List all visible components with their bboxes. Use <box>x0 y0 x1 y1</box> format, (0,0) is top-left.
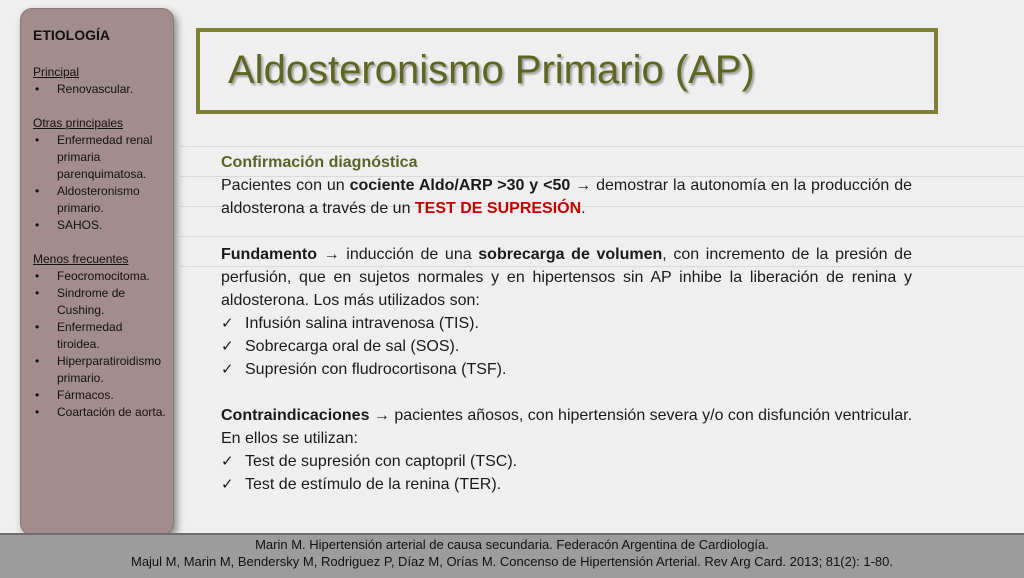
list-item: • Renovascular. <box>33 81 167 98</box>
list-item <box>221 473 912 496</box>
list-item-label: Sobrecarga oral de sal (SOS). <box>245 338 460 355</box>
footer-references <box>0 533 1024 570</box>
check-icon: ✓ <box>221 338 234 355</box>
list-item: • Enfermedad renal primaria parenquimatosa. <box>33 132 167 183</box>
suppression-test-text: TEST DE SUPRESIÓN <box>414 200 582 217</box>
text-run: → inducción de una <box>317 246 479 263</box>
list-item <box>221 450 912 473</box>
menos-list <box>33 268 167 421</box>
reference-2: Majul M, Marin M, Bendersky M, Rodriguez P, Díaz M, Orías M. Concenso de Hipertensión Arterial. Rev Arg Card. 2013; 81(2): 1-80. <box>130 554 894 569</box>
text-run: , con incremento de la presión de perfusión, que en sujetos normales y en hipertensos sin AP inhibe la liberación de renina y aldosterona. Los más utilizados son: <box>221 246 912 309</box>
reference-1: Marin M. Hipertensión arterial de causa secundaria. Federacón Argentina de Cardiología. <box>255 537 769 552</box>
list-item: • Fármacos. <box>33 387 167 404</box>
text-run: . <box>581 200 586 217</box>
list-item: • SAHOS. <box>33 217 167 234</box>
list-item: • Aldosteronismo primario. <box>33 183 167 217</box>
title-box <box>196 28 938 114</box>
list-item-label: Supresión con fludrocortisona (TSF). <box>245 361 507 378</box>
text-run: → demostrar la autonomía en la producción de aldosterona a través de un <box>221 177 913 217</box>
fundamento-label: Fundamento <box>221 246 317 263</box>
check-icon: ✓ <box>221 453 234 470</box>
principal-heading: Principal <box>33 65 80 79</box>
slide-title: Aldosteronismo Primario (AP) <box>228 48 755 92</box>
list-item <box>221 358 912 381</box>
alt-tests-list <box>221 450 912 496</box>
list-item-label: Test de supresión con captopril (TSC). <box>245 453 518 470</box>
volume-overload-text: sobrecarga de volumen <box>478 246 663 263</box>
principal-list <box>33 81 167 98</box>
paragraph-confirmation <box>221 174 912 220</box>
otras-list <box>33 132 167 234</box>
otras-heading: Otras principales <box>33 116 124 130</box>
list-item-label: Infusión salina intravenosa (TIS). <box>245 315 479 332</box>
contraindicaciones-label: Contraindicaciones <box>221 407 370 424</box>
text-run: Pacientes con un <box>221 177 350 194</box>
list-item: • Hiperparatiroidismo primario. <box>33 353 167 387</box>
tests-list <box>221 312 912 381</box>
menos-heading: Menos frecuentes <box>33 252 129 266</box>
list-item: • Coartación de aorta. <box>33 404 167 421</box>
paragraph-contraindicaciones <box>221 404 912 450</box>
text-run: → pacientes añosos, con hipertensión severa y/o con disfunción ventricular. En ellos se utilizan: <box>221 407 913 447</box>
etiology-sidebar <box>20 8 174 535</box>
list-item: • Feocromocitoma. <box>33 268 167 285</box>
ratio-text: cociente Aldo/ARP >30 y <50 <box>349 177 571 194</box>
background-line <box>180 146 1024 147</box>
sidebar-content <box>33 27 167 421</box>
main-content <box>221 151 912 496</box>
check-icon: ✓ <box>221 361 234 378</box>
list-item <box>221 312 912 335</box>
check-icon: ✓ <box>221 476 234 493</box>
list-item-label: Test de estímulo de la renina (TER). <box>245 476 502 493</box>
paragraph-fundamento <box>221 243 912 312</box>
list-item: • Sindrome de Cushing. <box>33 285 167 319</box>
section-heading: Confirmación diagnóstica <box>221 154 418 171</box>
check-icon: ✓ <box>221 315 234 332</box>
list-item: • Enfermedad tiroidea. <box>33 319 167 353</box>
sidebar-title: ETIOLOGÍA <box>33 27 110 43</box>
list-item <box>221 335 912 358</box>
